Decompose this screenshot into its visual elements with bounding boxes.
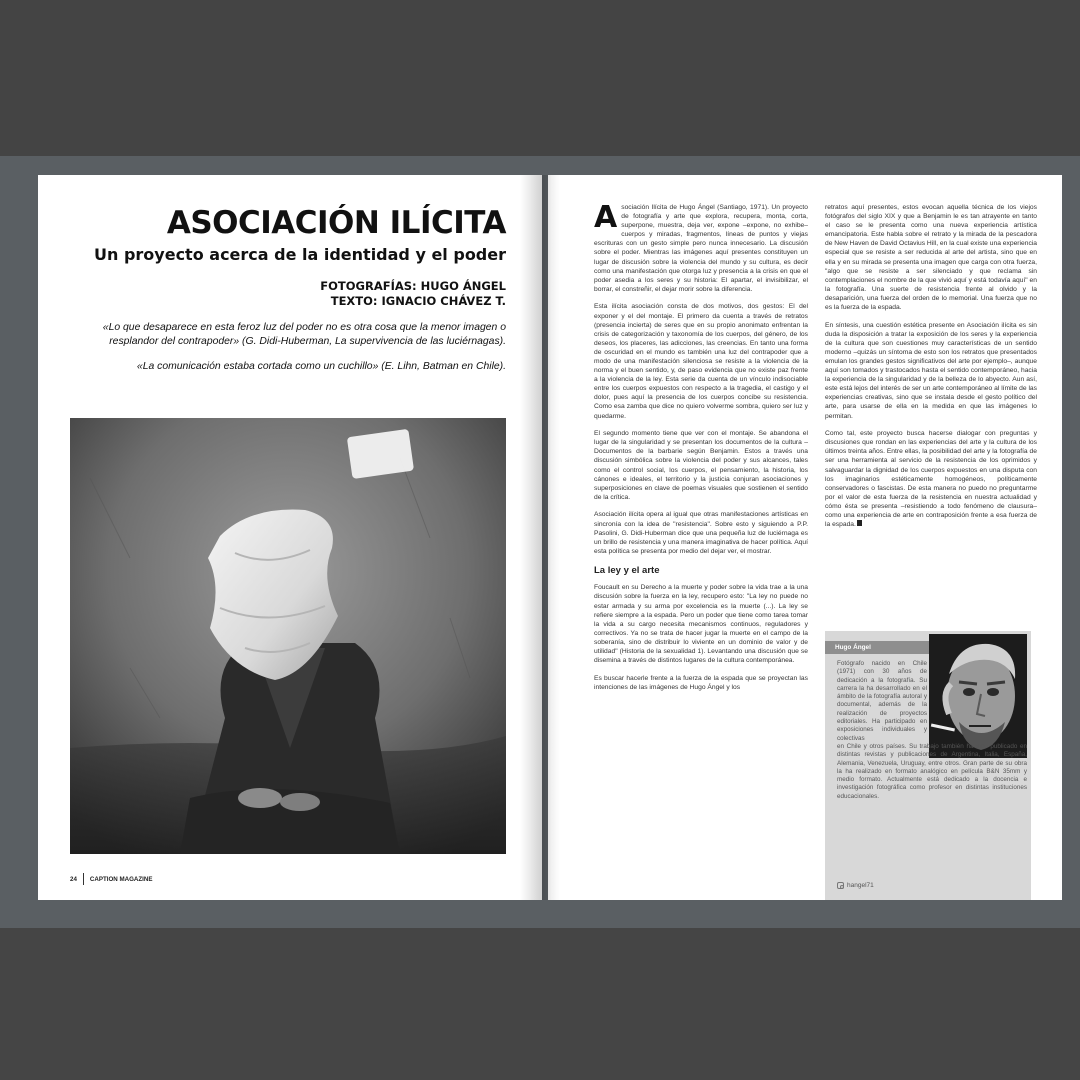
- spine-shadow: [520, 175, 560, 900]
- drop-cap: A: [594, 200, 618, 235]
- paragraph: [594, 200, 808, 294]
- article-column-2: [825, 203, 1037, 538]
- main-photograph: [70, 418, 506, 854]
- text-credit: TEXTO: IGNACIO CHÁVEZ T.: [330, 294, 506, 308]
- paragraph: Asociación ilícita opera al igual que otras manifestaciones artísticas en sincronía con la idea de "resistencia". Sobre esto y siguiendo a P.P. Pasolini, G. Didi-Huberman dice que una pequeña luz de luciérnaga es un brillo de resistencia y una manera imaginativa de hacer política. Aquí esta política se presenta por medio del dejar ver, el mostrar.: [594, 511, 808, 555]
- photo-credit: FOTOGRAFÍAS: HUGO ÁNGEL: [320, 279, 506, 293]
- paragraph: Foucault en su Derecho a la muerte y poder sobre la vida trae a la una discusión sobre la fuerza en la ley, recupero esto: "La ley no puede no estar armada y su arma por excelencia es la muerte (...). La ley se refiere siempre a la espada. Pero un poder que tiene como tarea tomar la vida a su cargo necesita mecanismos continuos, reguladores y correctivos. Ya no se trata de hacer jugar la muerte en el campo de la soberanía, sino de distribuir lo viviente en un dominio de valor y de utilidad" (Historia de la sexualidad 1). Levantando una discusión que se disemina a través de distintos lugares de la cultura contemporánea.: [594, 584, 808, 665]
- magazine-left-page: [38, 175, 542, 900]
- paragraph-text: sociación Ilícita de Hugo Ángel (Santiago, 1971). Un proyecto de fotografía y arte que explora, recupera, monta, corta, superpone, muestra, deja ver, expone –expone, no exhibe– cuerpos y miradas, fragmentos, líneas de puntos y viejas escrituras con un gesto simple pero nunca innecesario. La discusión sobre el poder. Mientras las imágenes aquí presentes constituyen un lugar de discusión sobre la violencia del mundo y su cultura, es decir como una manifestación que otorga luz y presencia a la crisis en que el poder asedia a los seres y su historia: El apartar, el invisibilizar, el borrar, el constreñir, el dejar morir sobre la diferencia.: [594, 204, 808, 293]
- paragraph: [825, 429, 1037, 529]
- section-heading: La ley y el arte: [594, 565, 660, 577]
- bio-text-lower: en Chile y otros países. Su trabajo también ha sido publicado en distintas revistas y publicaciones de Argentina, Italia, España, Alemania, Venezuela, Uruguay, entre otros. Gran parte de su obra la ha realizado en formato analógico en película B&N 35mm y medio formato. Actualmente está dedicado a la docencia e investigación fotográfica como profesor en distintas instituciones educacionales.: [837, 742, 1027, 800]
- paragraph-text: Como tal, este proyecto busca hacerse dialogar con preguntas y discusiones que rondan en las experiencias del arte y la cultura de los últimos treinta años. Entre ellas, la posibilidad del arte y la fotografía de ser una herramienta al servicio de la resistencia de los oprimidos y salvaguardar la dignidad de los cuerpos expuestos en una disputa con los imaginarios estéticamente homogéneos, políticamente conservadores o fascistas. De esta manera no puedo no preguntarme por el valor de esta fuerza de la resistencia en nuestra actualidad y cómo ésta se presenta –resistiendo a todo fenómeno de clausura– como una experiencia de arte en contraposición frente a esa fuerza de la espada.: [825, 430, 1037, 529]
- end-mark-icon: [857, 520, 862, 526]
- background-bottom: [0, 928, 1080, 1080]
- paragraph: Es buscar hacerle frente a la fuerza de la espada que se proyectan las intenciones de las imágenes de Hugo Ángel y los: [594, 674, 808, 691]
- page-footer: [70, 873, 152, 885]
- background-top: [0, 0, 1080, 156]
- photographer-bio-box: [825, 631, 1031, 900]
- magazine-name: CAPTION MAGAZINE: [89, 875, 153, 883]
- bio-name: Hugo Ángel: [825, 641, 929, 654]
- paragraph: En síntesis, una cuestión estética presente en Asociación ilícita es sin duda la disposición a tratar la exposición de los seres y la experiencia de la cultura que son cuestiones muy características de un sentido moderno –quizás un síntoma de esto son los retratos que presentados emulan los grandes gestos significativos del arte por ejemplo–, aunque aquí son tomados y trastocados hasta el sentido contemporáneo, hacia la experiencia de la singularidad y de la belleza de lo abyecto. Aun así, este está lejos del interés de ser un arte contemporáneo al límite de las experiencias creativas, sino que se instala desde el gesto político del arte, para usarse de ella en la medida en que las imágenes lo permitan.: [825, 321, 1037, 420]
- footer-divider: [83, 873, 84, 885]
- bio-text: [837, 660, 1027, 801]
- instagram-handle[interactable]: [837, 882, 874, 889]
- paragraph: retratos aquí presentes, estos evocan aquella técnica de los viejos fotógrafos del siglo XIX y que a Benjamin le es tan atrayente en tanto el caso se le presenta como una nueva experiencia artística emancipatoria. Este habla sobre el retrato y la mirada de la pescadora de New Haven de David Octavius Hill, en la cual existe una experiencia especial que se resiste a ser reducida al arte del artista, sino que en ella y en su mirada se presenta una imagen que carga con otra fuerza, "algo que se resiste a ser silenciado y que reclama sin contemplaciones el nombre de la que vivió aquí y está todavía aquí" en la fotografía. Una suerte de resistencia frente al olvido y la desaparición, una fuerza del orden de lo memorial. Una fuerza que no es la fuerza de la espada.: [825, 204, 1037, 312]
- article-credits: [320, 279, 506, 309]
- article-subtitle: Un proyecto acerca de la identidad y el poder: [94, 245, 506, 264]
- handle-text: hangel71: [847, 882, 874, 889]
- epigraph-quote-2: «La comunicación estaba cortada como un cuchillo» (E. Lihn, Batman en Chile).: [136, 361, 506, 372]
- hooded-figure-photo-image: [70, 418, 506, 854]
- epigraph-quote-1: «Lo que desaparece en esta feroz luz del poder no es otra cosa que la menor imagen o resplandor del contrapoder» (G. Didi-Huberman, La supervivencia de las luciérnagas).: [102, 322, 506, 347]
- paragraph: Esta ilícita asociación consta de dos motivos, dos gestos: El del exponer y el del montaje. El primero da cuenta a través de retratos (presencia incierta) de seres que en su propio anonimato enfrentan la crisis de categorización y taxonomía de los cuerpos, del género, de los deseos, los placeres, las adicciones, las creencias. En tanto una forma de oscuridad en el mundo es también una luz del contrapoder que a modo de una manifestación silenciosa se resiste a la violencia de la norma y el buen sentido, y, de paso evidencia que no existe paz frente a la violencia de la ley. Esta serie da cuenta de un vínculo indisociable entre los cuerpos expuestos con respecto a la tragedia, el castigo y el dolor, pues aquí la presencia de los cuerpos concibe su resistencia. Como esa zamba que dice no quiero volverme sombra, quiero ser luz y quedarme.: [594, 303, 808, 420]
- paragraph: El segundo momento tiene que ver con el montaje. Se abandona el lugar de la singularidad y se presentan los documentos de la cultura –Documentos de la barbarie según Benjamin. Estos a través una discusión simbólica sobre la violencia del poder y sus alcances, tales como el control social, los cuerpos, el pensamiento, la historia, los cánones e ideales, el territorio y la justicia conjuran asociaciones y superposiciones en clave de poemas visuales que sostienen el sentido de la crítica.: [594, 430, 808, 501]
- article-column-1: [594, 200, 808, 700]
- article-title: ASOCIACIÓN ILÍCITA: [166, 205, 506, 241]
- epigraph-quotes: [86, 321, 506, 385]
- instagram-icon: [837, 882, 844, 889]
- page-number: 24: [70, 875, 77, 883]
- magazine-right-page: [548, 175, 1062, 900]
- bio-text-upper: Fotógrafo nacido en Chile (1971) con 30 años de dedicación a la fotografía. Su carrera la ha desarrollado en el ámbito de la fotografía autoral y documental, además de la realización de proyectos editoriales. Ha participado en exposiciones individuales y colectivas: [837, 660, 927, 742]
